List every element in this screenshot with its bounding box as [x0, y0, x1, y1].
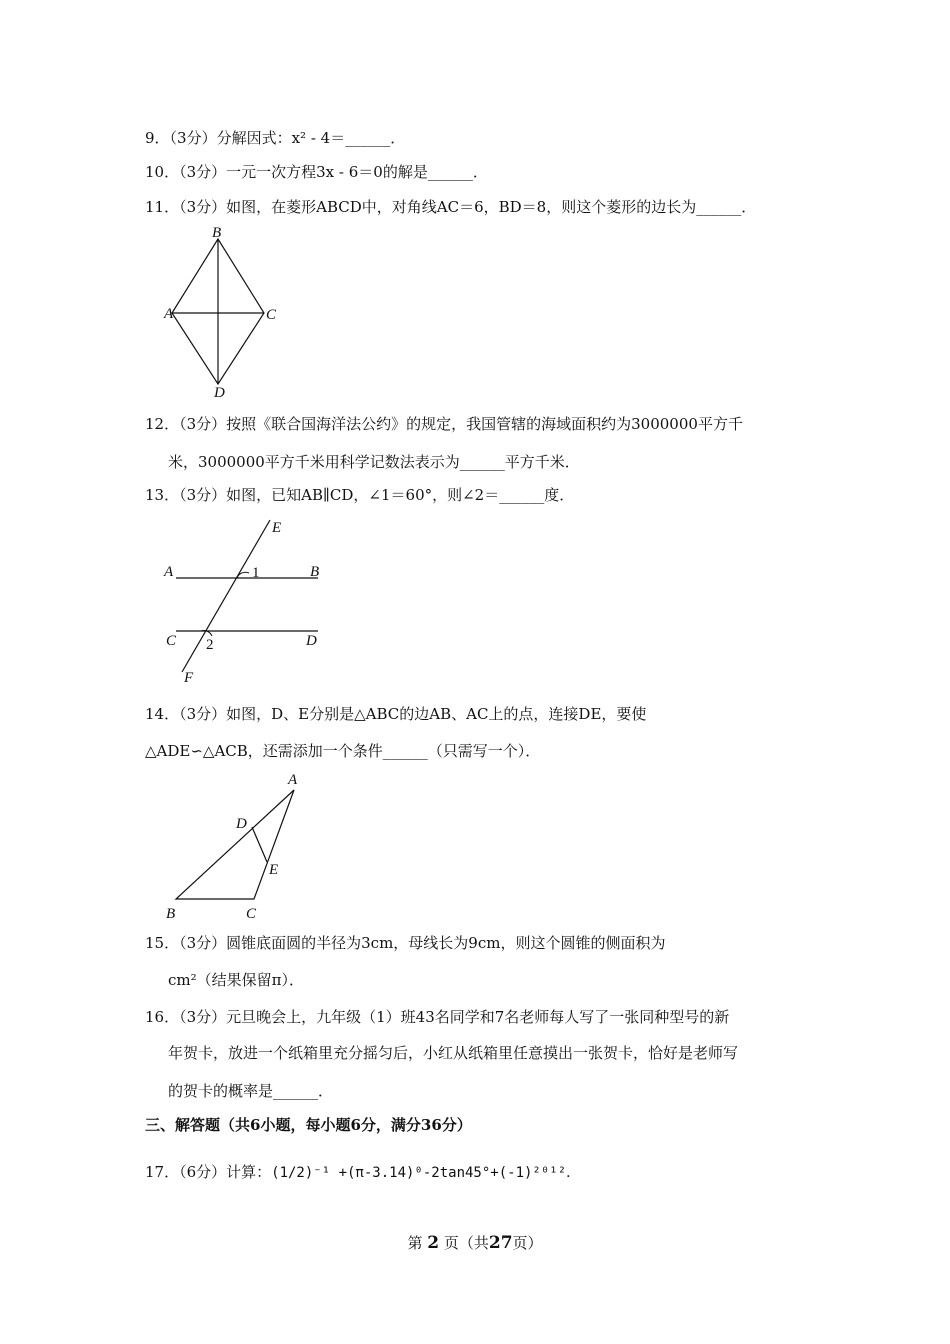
rhombus-figure	[160, 222, 300, 402]
rhombus-label-a: A	[164, 306, 174, 322]
footer-suffix: 页）	[512, 1234, 543, 1252]
question-11: 11．（3分）如图，在菱形ABCD中，对角线AC＝6，BD＝8，则这个菱形的边长为______．	[145, 198, 757, 216]
parallel-label-b: B	[310, 564, 320, 580]
question-15-line-1: 15．（3分）圆锥底面圆的半径为3cm，母线长为9cm，则这个圆锥的侧面积为	[145, 934, 666, 952]
parallel-lines-figure	[160, 512, 340, 687]
parallel-label-c: C	[166, 633, 177, 649]
parallel-label-1: 1	[252, 565, 260, 581]
page-footer	[0, 1232, 950, 1253]
parallel-label-e: E	[272, 520, 282, 536]
parallel-label-a: A	[164, 564, 174, 580]
footer-prefix: 第	[407, 1234, 423, 1252]
question-9: 9．（3分）分解因式：x² - 4＝______．	[145, 129, 406, 147]
question-12-line-2: 米，3000000平方千米用科学记数法表示为______平方千米．	[168, 453, 580, 471]
triangle-label-c: C	[246, 906, 257, 922]
parallel-label-2: 2	[206, 637, 214, 653]
section-3-heading: 三、解答题（共6小题，每小题6分，满分36分）	[145, 1116, 472, 1134]
question-17	[145, 1162, 580, 1183]
triangle-label-a: A	[288, 772, 298, 788]
question-17-expression: (1/2)⁻¹ +(π-3.14)⁰-2tan45°+(-1)²⁰¹²．	[271, 1165, 581, 1181]
rhombus-label-d: D	[214, 385, 225, 401]
question-16-line-2: 年贺卡，放进一个纸箱里充分摇匀后，小红从纸箱里任意摸出一张贺卡，恰好是老师写	[168, 1044, 739, 1062]
triangle-label-d: D	[236, 816, 247, 832]
question-14-line-1: 14．（3分）如图，D、E分别是△ABC的边AB、AC上的点，连接DE，要使	[145, 705, 647, 723]
footer-middle: 页（共	[443, 1234, 489, 1252]
triangle-label-b: B	[166, 906, 176, 922]
parallel-label-d: D	[306, 633, 317, 649]
triangle-figure	[160, 768, 320, 928]
footer-total-pages: 27	[488, 1233, 513, 1253]
question-12-line-1: 12．（3分）按照《联合国海洋法公约》的规定，我国管辖的海域面积约为3000000平方千	[145, 415, 743, 433]
question-17-prefix: 17．（6分）计算：	[145, 1163, 272, 1181]
footer-page-number: 2	[427, 1233, 440, 1253]
question-16-line-3: 的贺卡的概率是______．	[168, 1082, 334, 1100]
question-10: 10．（3分）一元一次方程3x - 6＝0的解是______．	[145, 163, 488, 181]
triangle-label-e: E	[269, 862, 279, 878]
parallel-label-f: F	[184, 670, 194, 686]
question-15-line-2: cm²（结果保留π）．	[168, 971, 304, 989]
rhombus-label-b: B	[212, 225, 222, 241]
question-14-line-2: △ADE∽△ACB，还需添加一个条件______（只需写一个）．	[145, 742, 541, 760]
rhombus-label-c: C	[266, 307, 277, 323]
question-16-line-1: 16．（3分）元旦晚会上，九年级（1）班43名同学和7名老师每人写了一张同种型号的新	[145, 1008, 730, 1026]
question-13: 13．（3分）如图，已知AB∥CD，∠1＝60°，则∠2＝______度．	[145, 486, 575, 504]
